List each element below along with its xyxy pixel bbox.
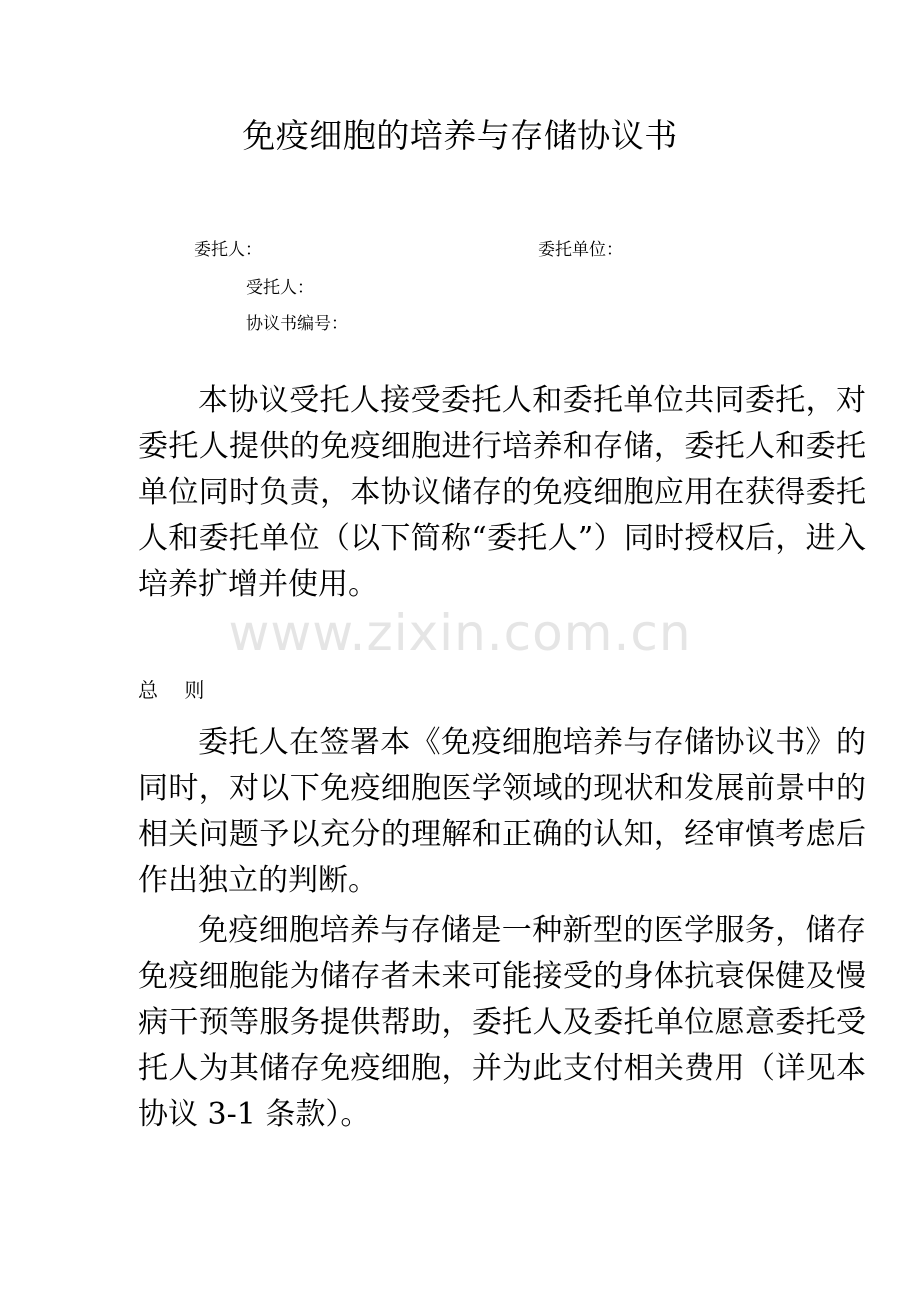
section-heading: 总 则 [138,678,215,702]
client-field-label: 委托人： [194,240,262,260]
trustee-field-label: 受托人： [246,278,314,298]
watermark-text: www.zixin.com.cn [228,604,692,662]
general-paragraph-2: 免疫细胞培养与存储是一种新型的医学服务，储存免疫细胞能为储存者未来可能接受的身体抗衰保健及慢病干预等服务提供帮助，委托人及委托单位愿意委托受托人为其储存免疫细胞，并为此支付相关费用（详见本协议 3-1 条款）。 [138,913,866,1132]
intro-paragraph: 本协议受托人接受委托人和委托单位共同委托，对委托人提供的免疫细胞进行培养和存储，委托人和委托单位同时负责，本协议储存的免疫细胞应用在获得委托人和委托单位（以下简称“委托人”）同时授权后，进入培养扩增并使用。 [138,383,866,602]
client-unit-field-label: 委托单位： [538,240,623,260]
general-paragraph-1: 委托人在签署本《免疫细胞培养与存储协议书》的同时，对以下免疫细胞医学领域的现状和发展前景中的相关问题予以充分的理解和正确的认知，经审慎考虑后作出独立的判断。 [138,725,866,898]
document-title: 免疫细胞的培养与存储协议书 [242,116,678,155]
agreement-number-field-label: 协议书编号： [246,314,348,334]
